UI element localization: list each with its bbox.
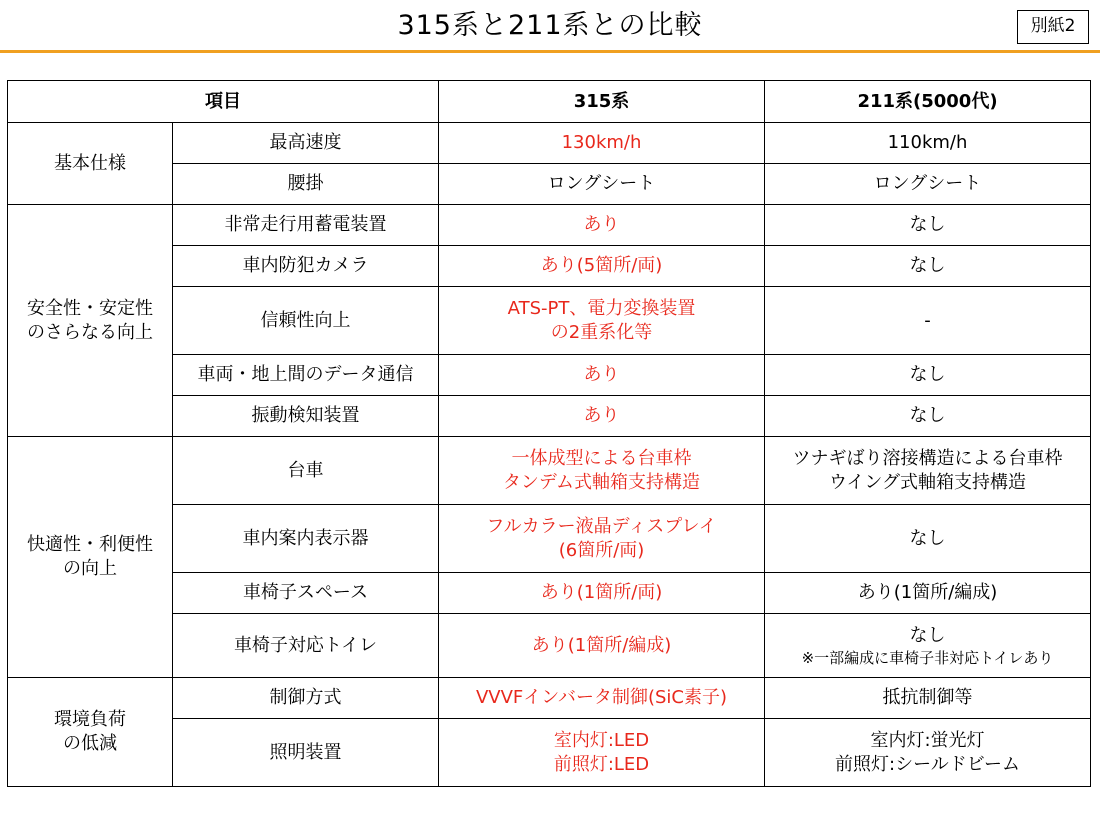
- header-item: 項目: [8, 81, 439, 123]
- value-211: あり(1箇所/編成): [765, 573, 1091, 614]
- table-row: [8, 437, 1091, 505]
- group-label: 基本仕様: [8, 123, 173, 205]
- header-315: 315系: [439, 81, 765, 123]
- value-315: あり: [439, 205, 765, 246]
- row-item: 車椅子対応トイレ: [173, 614, 439, 678]
- value-211: ロングシート: [765, 164, 1091, 205]
- value-211: なし: [765, 396, 1091, 437]
- comparison-table: [7, 80, 1091, 787]
- value-211: なし: [765, 505, 1091, 573]
- value-315: あり(1箇所/両): [439, 573, 765, 614]
- row-item: 制御方式: [173, 678, 439, 719]
- value-211: 室内灯:蛍光灯 前照灯:シールドビーム: [765, 719, 1091, 787]
- row-item: 信頼性向上: [173, 287, 439, 355]
- value-315: ロングシート: [439, 164, 765, 205]
- value-315: フルカラー液晶ディスプレイ (6箇所/両): [439, 505, 765, 573]
- value-315: 130km/h: [439, 123, 765, 164]
- row-item: 車両・地上間のデータ通信: [173, 355, 439, 396]
- group-label: 環境負荷 の低減: [8, 678, 173, 787]
- page-title: 315系と211系との比較: [397, 10, 703, 41]
- row-item: 照明装置: [173, 719, 439, 787]
- value-315: 一体成型による台車枠 タンデム式軸箱支持構造: [439, 437, 765, 505]
- value-315: あり: [439, 355, 765, 396]
- row-item: 最高速度: [173, 123, 439, 164]
- title-underline: [0, 50, 1100, 53]
- row-item: 振動検知装置: [173, 396, 439, 437]
- value-315: あり(5箇所/両): [439, 246, 765, 287]
- value-315: あり(1箇所/編成): [439, 614, 765, 678]
- value-315: VVVFインバータ制御(SiC素子): [439, 678, 765, 719]
- row-item: 車内防犯カメラ: [173, 246, 439, 287]
- row-item: 非常走行用蓄電装置: [173, 205, 439, 246]
- table-row: [8, 678, 1091, 719]
- row-item: 車内案内表示器: [173, 505, 439, 573]
- value-211: なし: [765, 205, 1091, 246]
- value-211: なし: [765, 355, 1091, 396]
- value-315: あり: [439, 396, 765, 437]
- row-item: 車椅子スペース: [173, 573, 439, 614]
- row-item: 腰掛: [173, 164, 439, 205]
- header-row: [8, 81, 1091, 123]
- value-211: -: [765, 287, 1091, 355]
- group-label: 安全性・安定性 のさらなる向上: [8, 205, 173, 437]
- value-211: なし: [909, 624, 946, 646]
- value-211-note: ※一部編成に車椅子非対応トイレあり: [801, 648, 1054, 667]
- value-211: ツナギばり溶接構造による台車枠 ウイング式軸箱支持構造: [765, 437, 1091, 505]
- table-row: [8, 123, 1091, 164]
- table-row: [8, 205, 1091, 246]
- group-label: 快適性・利便性 の向上: [8, 437, 173, 678]
- value-211-cell: [765, 614, 1091, 678]
- value-315: 室内灯:LED 前照灯:LED: [439, 719, 765, 787]
- attachment-badge: 別紙2: [1017, 10, 1089, 44]
- row-item: 台車: [173, 437, 439, 505]
- header-211: 211系(5000代): [765, 81, 1091, 123]
- value-211: 抵抗制御等: [765, 678, 1091, 719]
- value-211: なし: [765, 246, 1091, 287]
- value-315: ATS-PT、電力変換装置 の2重系化等: [439, 287, 765, 355]
- value-211: 110km/h: [765, 123, 1091, 164]
